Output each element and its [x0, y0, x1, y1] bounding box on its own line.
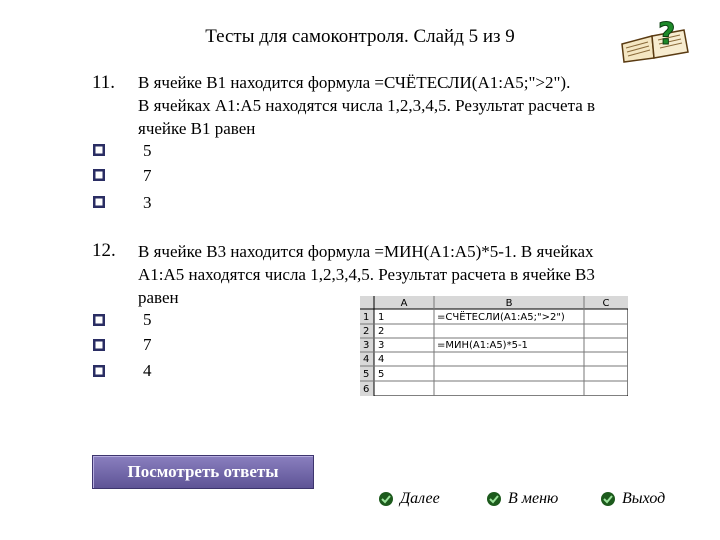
col-header: B — [505, 298, 513, 309]
q11-option[interactable]: 5 — [143, 141, 152, 160]
book-question-icon — [618, 14, 690, 64]
cell-b: =МИН(A1:A5)*5-1 — [437, 340, 528, 351]
svg-text:?: ? — [658, 17, 676, 52]
option-bullet-icon[interactable] — [92, 364, 106, 383]
cell-b: =СЧЁТЕСЛИ(A1:A5;">2") — [437, 312, 565, 323]
cell-a: 4 — [378, 354, 385, 365]
row-number: 2 — [363, 326, 370, 337]
exit-link[interactable] — [600, 490, 665, 508]
cell-a: 3 — [378, 340, 385, 351]
next-link[interactable] — [378, 490, 440, 508]
q12-option[interactable]: 4 — [143, 361, 152, 380]
q11-option[interactable]: 3 — [143, 193, 152, 212]
question-12-line: В ячейке B3 находится формула =МИН(A1:A5)*5-1. В ячейках — [138, 242, 594, 261]
question-12-number: 12. — [92, 240, 116, 261]
checkmark-icon — [486, 491, 502, 507]
col-header: C — [602, 298, 610, 309]
cell-a: 2 — [378, 326, 385, 337]
option-bullet-icon[interactable] — [92, 195, 106, 214]
option-bullet-icon[interactable] — [92, 143, 106, 162]
checkmark-icon — [378, 491, 394, 507]
next-label: Далее — [400, 490, 440, 507]
question-12-line: равен — [138, 288, 179, 307]
menu-link[interactable] — [486, 490, 558, 508]
question-11-line: В ячейках A1:A5 находятся числа 1,2,3,4,5. Результат расчета в — [138, 96, 596, 115]
q11-option[interactable]: 7 — [143, 166, 152, 185]
col-header: A — [400, 298, 408, 309]
row-number: 5 — [363, 369, 370, 380]
row-number: 4 — [363, 354, 370, 365]
row-number: 6 — [363, 384, 370, 395]
exit-label: Выход — [622, 490, 666, 507]
question-12-line: A1:A5 находятся числа 1,2,3,4,5. Результат расчета в ячейке B3 — [138, 265, 595, 284]
question-11-text — [138, 71, 595, 140]
cell-a: 5 — [378, 369, 385, 380]
question-11-line: ячейке B1 равен — [138, 119, 256, 138]
row-number: 3 — [363, 340, 370, 351]
option-bullet-icon[interactable] — [92, 338, 106, 357]
option-bullet-icon[interactable] — [92, 168, 106, 187]
option-bullet-icon[interactable] — [92, 313, 106, 332]
question-11-number: 11. — [92, 72, 116, 93]
q12-option[interactable]: 7 — [143, 335, 152, 354]
q12-option[interactable]: 5 — [143, 310, 152, 329]
slide-title: Тесты для самоконтроля. Слайд 5 из 9 — [205, 26, 515, 47]
spreadsheet-snippet — [360, 296, 628, 396]
cell-a: 1 — [378, 312, 385, 323]
question-11-line: В ячейке B1 находится формула =СЧЁТЕСЛИ(A1:A5;">2"). — [138, 73, 571, 92]
row-number: 1 — [363, 312, 370, 323]
checkmark-icon — [600, 491, 616, 507]
menu-label: В меню — [508, 490, 559, 507]
show-answers-button[interactable]: Посмотреть ответы — [92, 455, 314, 489]
